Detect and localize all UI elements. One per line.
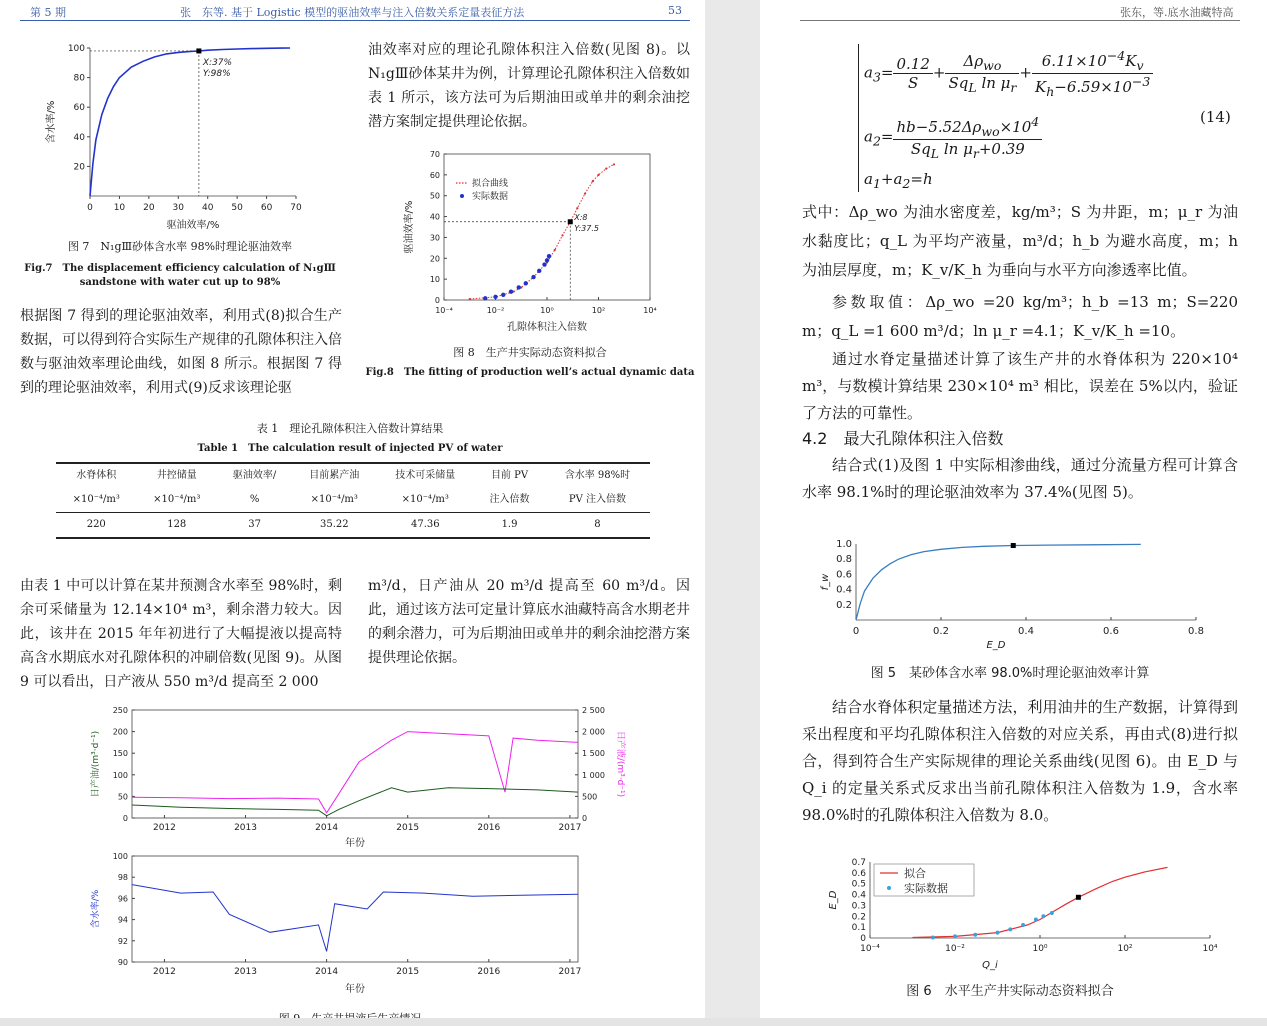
x-tick-label: 10⁰ — [540, 306, 554, 315]
table1-cell: 1.9 — [501, 519, 518, 530]
x-tick-label: 2017 — [558, 967, 582, 977]
y-tick-label: 50 — [117, 792, 128, 802]
x-tick-label: 2013 — [234, 823, 257, 833]
x-tick-label: 2013 — [234, 967, 257, 977]
fig9-chart — [88, 704, 648, 1004]
y-tick-label: 1 000 — [582, 770, 605, 780]
fig7-annot-y: Y:98% — [202, 68, 231, 79]
table1-header: 水脊体积 — [76, 470, 117, 481]
paragraph-verify: 通过水脊定量描述计算了该生产井的水脊体积为 220×10⁴ m³，与数模计算结果 230×10⁴ m³ 相比，误差在 5%以内，验证了方法的可靠性。 — [802, 350, 1238, 422]
fig6-legend-actual-label: 实际数据 — [904, 882, 948, 895]
fig6-marker — [1076, 895, 1081, 900]
y-tick-label: 1.0 — [836, 539, 852, 550]
section-heading-4-2: 4.2 最大孔隙体积注入倍数 — [802, 429, 1004, 448]
x-tick-label: 0.6 — [1103, 626, 1119, 637]
y-tick-label: 40 — [73, 132, 85, 143]
running-title: 张 东等. 基于 Logistic 模型的驱油效率与注入倍数关系定量表征方法 — [180, 6, 525, 19]
y-tick-label: 20 — [429, 254, 440, 264]
fig6-actual-point — [1041, 914, 1045, 918]
fig8-actual-point — [531, 275, 535, 279]
fig8-actual-point — [542, 262, 546, 266]
fig8-actual-point — [501, 293, 505, 297]
equation-brace — [858, 44, 861, 192]
fig6-caption: 图 6 水平生产井实际动态资料拟合 — [906, 984, 1114, 999]
table1-header-row-1 — [56, 463, 650, 488]
table1-unit: 注入倍数 — [489, 494, 530, 505]
fig5-caption: 图 5 某砂体含水率 98.0%时理论驱油效率计算 — [870, 666, 1150, 681]
table1-header: 含水率 98%时 — [564, 470, 631, 481]
y-tick-label: 30 — [429, 233, 440, 243]
plot-frame — [132, 710, 578, 818]
table1-header: 目前 PV — [490, 470, 529, 481]
fig6-actual-point — [931, 935, 935, 939]
x-tick-label: 0.4 — [1018, 626, 1034, 637]
y-tick-label: 100 — [67, 44, 85, 54]
x-tick-label: 70 — [290, 203, 302, 213]
header-rule — [20, 20, 690, 21]
table1-title-cn: 表 1 理论孔隙体积注入倍数计算结果 — [256, 422, 444, 435]
paragraph-define: 式中：Δρ_wo 为油水密度差，kg/m³；S 为井距，m；μ_r 为油水黏度比；q_L 为平均产液量，m³/d；h_b 为避水高度，m；h 为油层厚度，m；K_v/K_h 为垂向与水平方向渗透率比值。 — [802, 203, 1238, 279]
paragraph-params: 参数取值：Δρ_wo =20 kg/m³；h_b =13 m；S=220 m；q_L =1 600 m³/d；ln μ_r =4.1；K_v/K_h =10。 — [802, 293, 1238, 340]
y-tick-label: 0 — [434, 296, 440, 305]
x-tick-label: 10⁻⁴ — [860, 944, 880, 954]
table1-header: 井控储量 — [156, 470, 197, 481]
table1-unit: ×10⁻⁴/m³ — [153, 494, 201, 505]
fig8-actual-point — [509, 289, 513, 293]
fig8-actual-point — [524, 281, 528, 285]
equation-number: (14) — [1200, 108, 1231, 126]
y-tick-label: 1 500 — [582, 749, 605, 759]
y-tick-label: 0.4 — [851, 890, 866, 901]
fig8-annot-y: Y:37.5 — [574, 223, 599, 233]
fig6-actual-point — [996, 931, 1000, 935]
fig8-actual-point — [517, 285, 521, 289]
fig8-caption-cn: 图 8 生产井实际动态资料拟合 — [453, 346, 607, 359]
x-tick-label: 10² — [591, 306, 606, 315]
x-tick-label: 2014 — [315, 823, 339, 833]
equation-a3: $a_3=$ $\frac{0.12}{S}$ + $\frac{\Delta\rho_{wo}}{Sq_L \ln \mu_r}$ + $\frac{6.11\times 10^{-4}K_v}{K_h-6.59\times 10^{-3}}$ — [864, 48, 1153, 99]
fig7-caption-en-1: Fig.7 The displacement efficiency calculation of N₁gⅢ — [24, 263, 336, 274]
fig8-fit-point — [613, 163, 615, 165]
fig9-oil-line — [132, 788, 578, 816]
x-tick-label: 10⁰ — [1032, 944, 1048, 954]
fig5-series-line — [856, 544, 1141, 620]
y-tick-label: 0.2 — [836, 599, 852, 611]
fig6-chart — [820, 852, 1220, 974]
y-tick-label: 80 — [73, 73, 85, 84]
x-tick-label: 10⁴ — [1202, 944, 1218, 954]
y-tick-label: 100 — [112, 770, 128, 780]
y-tick-label: 40 — [429, 212, 440, 222]
y-tick-label: 0.6 — [851, 868, 866, 879]
y-tick-label: 0.2 — [851, 912, 866, 923]
fig8-xlabel: 孔隙体积注入倍数 — [507, 322, 587, 333]
fig6-actual-point — [1021, 923, 1025, 927]
plot-frame — [444, 154, 650, 300]
table1-unit: ×10⁻⁴/m³ — [401, 494, 449, 505]
y-tick-label: 0.1 — [851, 923, 866, 934]
y-tick-label: 0 — [582, 814, 588, 823]
x-tick-label: 2015 — [396, 823, 420, 833]
y-tick-label: 50 — [429, 191, 440, 201]
y-tick-label: 2 500 — [582, 706, 605, 715]
table1-header: 技术可采储量 — [395, 470, 456, 481]
x-tick-label: 2016 — [477, 967, 501, 977]
y-tick-label: 92 — [117, 936, 128, 946]
fig6-actual-point — [1034, 918, 1038, 922]
fig7-ylabel: 含水率/% — [46, 100, 57, 144]
paragraph-fig6: 结合水脊体积定量描述方法，利用油井的生产数据，计算得到采出程度和平均孔隙体积注入倍数的对应关系，再由式(8)进行拟合，得到符合生产实际规律的理论关系曲线(见图 6)。由 E_D 与 Q_i 的定量关系式反求出当前孔隙体积注入倍数为 1.9，含水率 98.0%时的孔隙体积注入倍数为 8.0。 — [802, 698, 1238, 824]
table1-cell: 37 — [248, 519, 261, 530]
fig8-actual-point — [493, 295, 497, 299]
y-tick-label: 0.5 — [851, 879, 866, 890]
table1-cell: 47.36 — [410, 519, 440, 530]
fig6-xlabel: Q_i — [982, 960, 998, 971]
fig7-marker — [196, 48, 201, 53]
table1-cell: 220 — [86, 519, 106, 530]
x-tick-label: 10² — [1117, 944, 1133, 954]
x-tick-label: 10⁻² — [486, 306, 505, 315]
y-tick-label: 60 — [429, 170, 440, 180]
x-tick-label: 0.8 — [1188, 626, 1204, 637]
fig8-chart — [400, 148, 665, 336]
table1-header-row-2 — [56, 488, 650, 513]
journal-issue: 第 5 期 — [30, 6, 66, 19]
fig9-xlabel-bottom: 年份 — [345, 984, 365, 995]
x-tick-label: 10⁻² — [945, 944, 965, 954]
fig6-actual-point — [953, 934, 957, 938]
table1-header: 驱油效率/ — [232, 470, 277, 481]
fig9-watercut-line — [132, 885, 578, 952]
table1-cell: 8 — [594, 519, 601, 530]
y-tick-label: 60 — [73, 103, 85, 114]
y-tick-label: 0.8 — [836, 554, 852, 566]
y-tick-label: 70 — [429, 150, 440, 159]
x-tick-label: 10⁴ — [643, 306, 657, 315]
paragraph-bottom-right: m³/d，日产油从 20 m³/d 提高至 60 m³/d。因此，通过该方法可定量计算底水油藏特高含水期老井的剩余潜力，可为后期油田或单井的剩余油挖潜方案提供理论依据。 — [368, 578, 690, 666]
fig6-actual-point — [973, 933, 977, 937]
paragraph-right-top: 油效率对应的理论孔隙体积注入倍数(见图 8)。以 N₁gⅢ砂体某井为例，计算理论孔隙体积注入倍数如表 1 所示，该方法可为后期油田或单井的剩余油挖潜方案制定提供理论依据。 — [368, 42, 690, 130]
y-tick-label: 0.6 — [836, 569, 852, 581]
table1-unit: % — [249, 494, 260, 505]
fig9-ylabel-watercut: 含水率/% — [91, 889, 101, 929]
x-tick-label: 2016 — [477, 823, 501, 833]
fig5-chart — [810, 536, 1210, 654]
fig6-actual-point — [1050, 911, 1054, 915]
fig8-actual-point — [545, 258, 549, 262]
x-tick-label: 2012 — [152, 967, 176, 977]
x-tick-label: 0.2 — [933, 626, 949, 637]
right-header-rule — [800, 20, 1240, 21]
y-tick-label: 150 — [112, 749, 128, 759]
fig9-xlabel-top: 年份 — [345, 838, 365, 849]
x-tick-label: 2014 — [315, 967, 339, 977]
x-tick-label: 0 — [852, 626, 860, 637]
x-tick-label: 20 — [143, 203, 155, 213]
x-tick-label: 2017 — [558, 823, 582, 833]
y-tick-label: 500 — [582, 792, 598, 802]
fig7-annot-x: X:37% — [202, 57, 233, 68]
fig7-caption-cn: 图 7 N₁gⅢ砂体含水率 98%时理论驱油效率 — [67, 240, 293, 253]
y-tick-label: 100 — [112, 852, 128, 861]
y-tick-label: 200 — [112, 727, 128, 737]
x-tick-label: 30 — [172, 203, 185, 213]
y-tick-label: 20 — [73, 162, 85, 173]
fig8-ylabel: 驱油效率/% — [404, 200, 415, 254]
fig7-caption-en-2: sandstone with water cut up to 98% — [79, 277, 281, 288]
paragraph-4-2: 结合式(1)及图 1 中实际相渗曲线，通过分流量方程可计算含水率 98.1%时的理论驱油效率为 37.4%(见图 5)。 — [802, 456, 1238, 501]
fig7-chart — [40, 36, 320, 236]
y-tick-label: 0.7 — [851, 858, 866, 868]
fig9-ylabel-oil: 日产油/(m³·d⁻¹) — [91, 730, 101, 798]
fig7-xlabel: 驱油效率/% — [166, 220, 220, 231]
fig8-actual-point — [537, 269, 541, 273]
plot-frame — [132, 856, 578, 962]
table1-unit: PV 注入倍数 — [568, 494, 626, 505]
viewer-bottom-bar — [0, 1018, 1267, 1026]
right-running-header: 张东，等.底水油藏特高 — [1120, 6, 1234, 19]
table1 — [56, 462, 650, 539]
page-number: 53 — [668, 4, 682, 17]
table-row — [56, 513, 650, 539]
fig8-actual-point — [483, 296, 487, 300]
y-tick-label: 98 — [117, 873, 128, 883]
x-tick-label: 10⁻⁴ — [435, 306, 453, 315]
y-tick-label: 10 — [429, 275, 440, 285]
y-tick-label: 96 — [117, 894, 128, 904]
y-tick-label: 250 — [112, 706, 128, 715]
fig8-actual-point — [547, 254, 551, 258]
fig9-ylabel-liquid: 日产液/(m³·d⁻¹) — [615, 730, 625, 798]
y-tick-label: 90 — [117, 958, 128, 967]
fig8-legend-fit-label: 拟合曲线 — [472, 179, 509, 189]
table1-unit: ×10⁻⁴/m³ — [310, 494, 358, 505]
table1-unit: ×10⁻⁴/m³ — [72, 494, 120, 505]
x-tick-label: 10 — [113, 203, 126, 213]
x-tick-label: 60 — [260, 203, 273, 213]
y-tick-label: 0 — [122, 814, 128, 823]
fig5-xlabel: E_D — [986, 640, 1006, 651]
fig8-caption-en: Fig.8 The fitting of production well’s actual dynamic data — [365, 367, 695, 378]
table1-header: 目前累产油 — [309, 470, 360, 481]
y-tick-label: 2 000 — [582, 727, 605, 737]
right-page — [760, 0, 1267, 1026]
x-tick-label: 0 — [87, 203, 93, 213]
x-tick-label: 2012 — [152, 823, 176, 833]
paragraph-left-mid: 根据图 7 得到的理论驱油效率，利用式(8)拟合生产数据，可以得到符合实际生产规律的孔隙体积注入倍数与驱油效率理论曲线，如图 8 所示。根据图 7 得到的理论驱油效率，利用式(9)反求该理论驱 — [20, 308, 342, 396]
fig6-ylabel: E_D — [828, 890, 839, 910]
table1-title-en: Table 1 The calculation result of injected PV of water — [197, 443, 503, 454]
y-tick-label: 0.3 — [851, 901, 866, 912]
fig6-legend-actual-swatch — [887, 886, 891, 890]
fig8-annot-x: X:8 — [574, 212, 588, 222]
x-tick-label: 2015 — [396, 967, 420, 977]
equation-a2: $a_2=$ $\frac{hb-5.52\Delta\rho_{wo}\times 10^4}{Sq_L \ln \mu_r+0.39}$ — [864, 114, 1042, 161]
table1-cell: 128 — [167, 519, 187, 530]
fig6-legend-fit-label: 拟合 — [904, 867, 926, 880]
y-tick-label: 0.4 — [836, 584, 852, 596]
y-tick-label: 94 — [117, 915, 128, 925]
fig5-ylabel: f_w — [820, 573, 831, 591]
fig8-legend-actual-label: 实际数据 — [472, 192, 509, 202]
x-tick-label: 40 — [201, 203, 214, 213]
table1-cell: 35.22 — [319, 519, 349, 530]
fig8-legend-actual-swatch — [460, 194, 464, 198]
fig8-marker — [568, 219, 573, 224]
fig9-liquid-line — [132, 732, 578, 813]
y-tick-label: 0 — [860, 934, 866, 944]
x-tick-label: 50 — [231, 203, 243, 213]
fig6-actual-point — [1008, 927, 1012, 931]
paragraph-bottom-left: 由表 1 中可以计算在某井预测含水率至 98%时，剩余可采储量为 12.14×10⁴ m³，剩余潜力较大。因此，该井在 2015 年年初进行了大幅提液以提高特高含水期底水对孔隙体积的冲刷倍数(见图 9)。从图 9 可以看出，日产液从 550 m³/d 提高至 2 000 — [20, 578, 342, 690]
fig5-marker — [1011, 543, 1016, 548]
fig7-series-line — [90, 48, 290, 196]
equation-a1: $a_1+a_2=h$ — [864, 170, 933, 191]
